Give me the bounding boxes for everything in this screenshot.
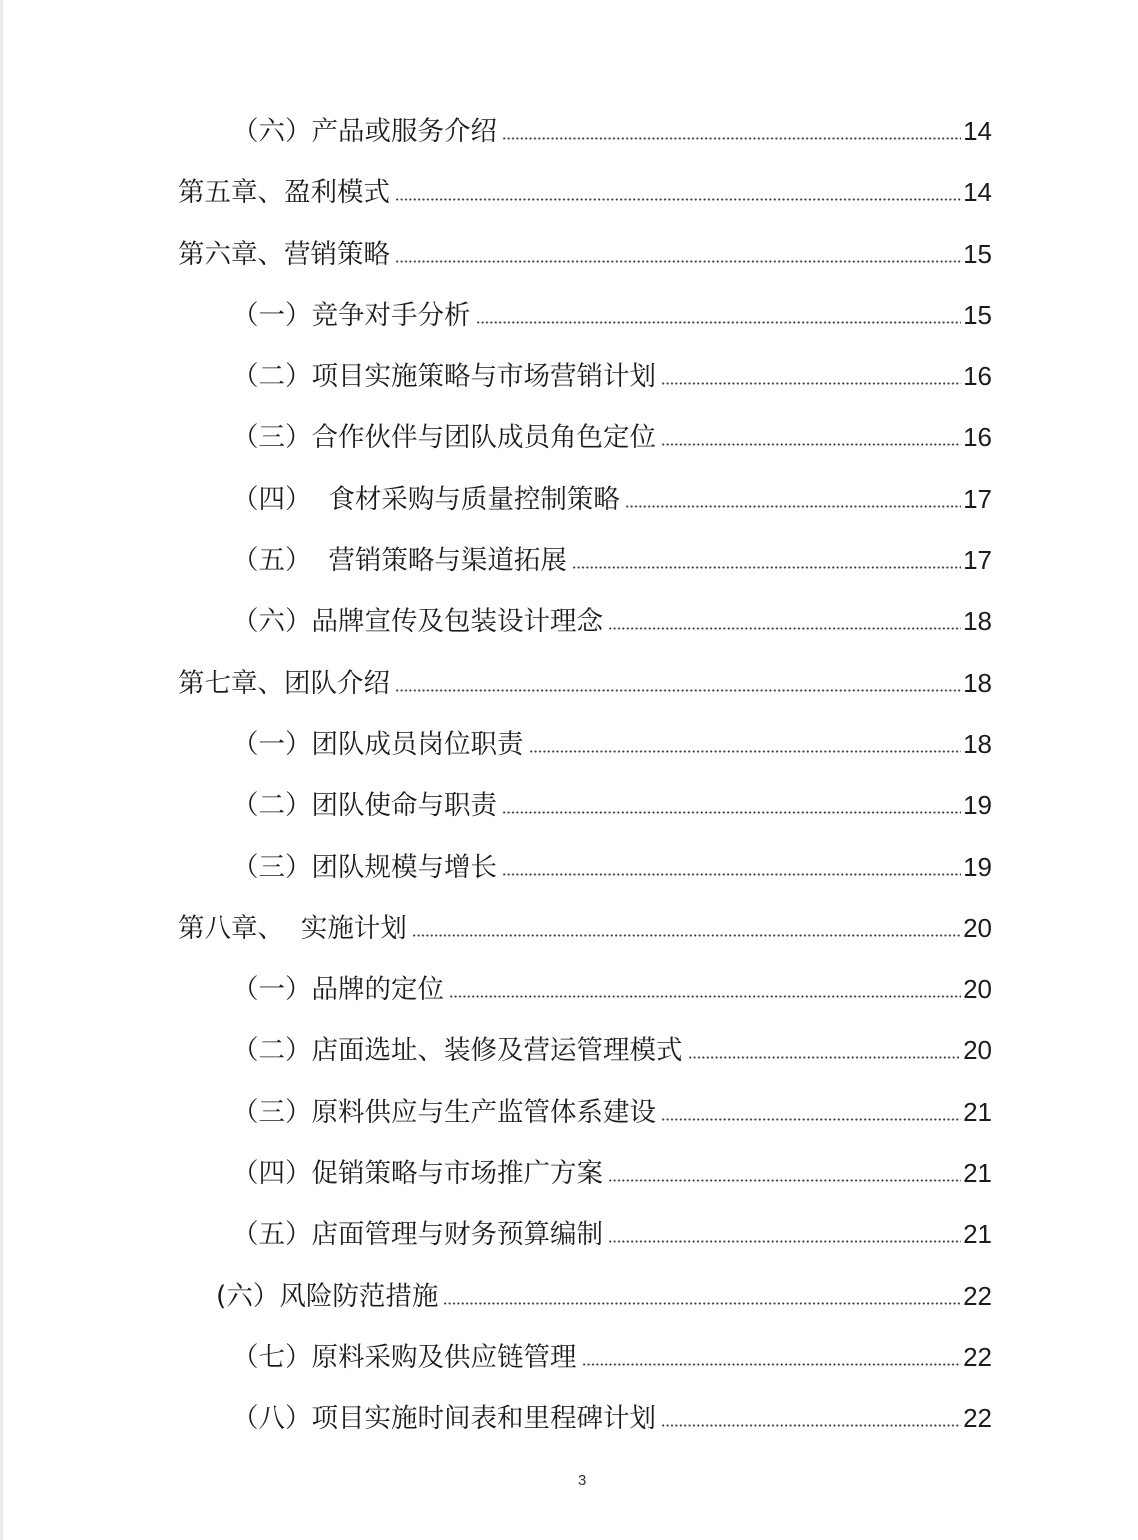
toc-entry-page: 18 — [963, 667, 992, 698]
toc-entry-title: （五）店面管理与财务预算编制 — [232, 1219, 603, 1251]
dot-leader — [608, 1240, 961, 1243]
toc-chapter-entry — [178, 162, 992, 223]
toc-entry-title: (六）风险防范措施 — [216, 1280, 439, 1312]
dot-leader — [661, 1118, 961, 1121]
toc-entry-page: 22 — [963, 1341, 992, 1372]
toc-entry-title: 第五章、盈利模式 — [178, 177, 390, 209]
toc-entry-title: （六）品牌宣传及包装设计理念 — [232, 606, 603, 638]
toc-entry-title: （一）品牌的定位 — [232, 974, 444, 1006]
dot-leader — [529, 750, 962, 753]
toc-section-entry — [232, 1143, 992, 1204]
toc-entry-title: 第六章、营销策略 — [178, 238, 390, 270]
toc-section-entry — [232, 1204, 992, 1265]
toc-section-entry — [232, 407, 992, 468]
toc-entry-page: 16 — [963, 422, 992, 453]
dot-leader — [688, 1056, 962, 1059]
dot-leader — [608, 627, 961, 630]
dot-leader — [502, 873, 961, 876]
toc-section-entry — [232, 1020, 992, 1081]
dot-leader — [502, 811, 961, 814]
dot-leader — [395, 198, 961, 201]
toc-entry-title: （三）团队规模与增长 — [232, 851, 497, 883]
toc-entry-page: 15 — [963, 238, 992, 269]
dot-leader — [661, 443, 961, 446]
toc-section-entry — [232, 1082, 992, 1143]
toc-entry-title: （三）原料供应与生产监管体系建设 — [232, 1096, 656, 1128]
toc-entry-page: 15 — [963, 299, 992, 330]
toc-entry-page: 18 — [963, 606, 992, 637]
toc-entry-page: 20 — [963, 974, 992, 1005]
toc-section-entry — [232, 1327, 992, 1388]
toc-section-entry — [232, 469, 992, 530]
dot-leader — [502, 137, 961, 140]
dot-leader — [661, 1424, 961, 1427]
dot-leader — [572, 566, 961, 569]
toc-entry-page: 22 — [963, 1280, 992, 1311]
toc-entry-title: （八）项目实施时间表和里程碑计划 — [232, 1403, 656, 1435]
toc-entry-page: 19 — [963, 851, 992, 882]
dot-leader — [395, 689, 961, 692]
toc-entry-title: （五） 营销策略与渠道拓展 — [232, 545, 567, 577]
toc-entry-title: （二）项目实施策略与市场营销计划 — [232, 361, 656, 393]
toc-entry-page: 14 — [963, 116, 992, 146]
dot-leader — [582, 1363, 962, 1366]
toc-entry-title: （一）竞争对手分析 — [232, 299, 471, 331]
toc-entry-title: （六）产品或服务介绍 — [232, 116, 497, 147]
dot-leader — [625, 505, 961, 508]
toc-entry-title: （二）店面选址、装修及营运管理模式 — [232, 1035, 683, 1067]
toc-entry-page: 22 — [963, 1403, 992, 1434]
toc-entry-page: 14 — [963, 177, 992, 208]
toc-entry-page: 21 — [963, 1219, 992, 1250]
table-of-contents — [0, 101, 1138, 1450]
toc-section-entry — [232, 346, 992, 407]
toc-entry-title: （七）原料采购及供应链管理 — [232, 1341, 577, 1373]
toc-entry-page: 17 — [963, 483, 992, 514]
toc-section-entry — [232, 959, 992, 1020]
toc-section-entry — [232, 775, 992, 836]
toc-entry-title: （一）团队成员岗位职责 — [232, 728, 524, 760]
toc-entry-page: 18 — [963, 728, 992, 759]
page-number: 3 — [578, 1472, 587, 1489]
toc-entry-page: 19 — [963, 790, 992, 821]
dot-leader — [608, 1179, 961, 1182]
toc-section-entry — [216, 1266, 992, 1327]
toc-entry-title: （三）合作伙伴与团队成员角色定位 — [232, 422, 656, 454]
dot-leader — [412, 934, 961, 937]
dot-leader — [443, 1302, 961, 1305]
toc-section-entry — [232, 101, 992, 162]
dot-leader — [449, 995, 961, 998]
toc-entry-page: 20 — [963, 1035, 992, 1066]
toc-chapter-entry — [178, 653, 992, 714]
dot-leader — [661, 382, 961, 385]
toc-entry-title: （四） 食材采购与质量控制策略 — [232, 483, 620, 515]
toc-section-entry — [232, 591, 992, 652]
toc-entry-title: （二）团队使命与职责 — [232, 790, 497, 822]
toc-section-entry — [232, 530, 992, 591]
toc-entry-page: 21 — [963, 1158, 992, 1189]
toc-entry-title: 第八章、 实施计划 — [178, 912, 407, 944]
toc-entry-page: 21 — [963, 1096, 992, 1127]
toc-section-entry — [232, 837, 992, 898]
toc-section-entry — [232, 1388, 992, 1449]
toc-entry-page: 16 — [963, 361, 992, 392]
toc-chapter-entry — [178, 898, 992, 959]
toc-section-entry — [232, 285, 992, 346]
toc-entry-page: 17 — [963, 545, 992, 576]
toc-entry-title: 第七章、团队介绍 — [178, 667, 390, 699]
toc-entry-title: （四）促销策略与市场推广方案 — [232, 1158, 603, 1190]
toc-entry-page: 20 — [963, 912, 992, 943]
toc-section-entry — [232, 714, 992, 775]
toc-chapter-entry — [178, 224, 992, 285]
dot-leader — [395, 260, 961, 263]
dot-leader — [476, 321, 962, 324]
